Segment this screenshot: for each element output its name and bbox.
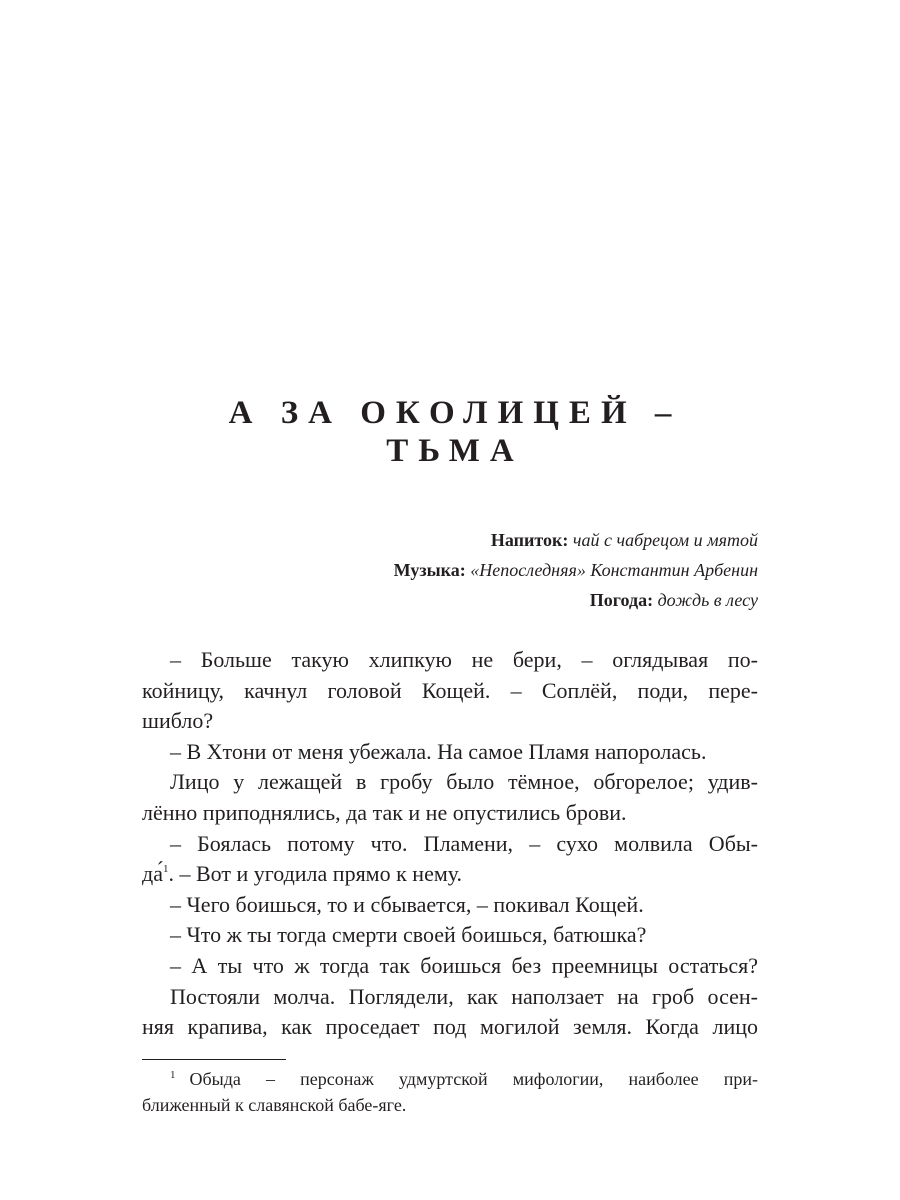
paragraph xyxy=(142,951,758,982)
epigraph-value: «Непоследняя» Константин Арбенин xyxy=(470,560,758,580)
text-line: лённо приподнялись, да так и не опустились брови. xyxy=(142,799,627,825)
chapter-title-line-1: А ЗА ОКОЛИЦЕЙ – xyxy=(228,395,682,431)
epigraph xyxy=(394,525,758,615)
epigraph-label: Погода: xyxy=(589,590,654,610)
text-line: – Больше такую хлипкую не бери, – оглядывая по- xyxy=(170,647,758,672)
text-line: шибло? xyxy=(142,708,214,734)
footnote-divider xyxy=(142,1059,286,1060)
footnote-line: ближенный к славянской бабе-яге. xyxy=(142,1095,407,1115)
epigraph-value: дождь в лесу xyxy=(657,590,758,610)
text-line: – А ты что ж тогда так боишься без преемницы остаться? xyxy=(170,952,758,978)
chapter-title xyxy=(0,394,900,470)
footnote-reference[interactable]: 1 xyxy=(162,863,169,876)
text-fragment: . – Вот и угодила прямо к нему. xyxy=(168,861,463,887)
paragraph xyxy=(142,737,758,768)
paragraph xyxy=(142,829,758,890)
body-text xyxy=(142,645,758,1043)
footnote-line xyxy=(142,1066,758,1092)
paragraph xyxy=(142,767,758,828)
text-fragment: да́ xyxy=(142,861,163,887)
paragraph xyxy=(142,982,758,1043)
epigraph-music xyxy=(394,555,758,585)
epigraph-drink xyxy=(394,525,758,555)
footnote-text: Обыда – персонаж удмуртской мифологии, наиболее при- xyxy=(189,1069,758,1089)
paragraph xyxy=(142,920,758,951)
epigraph-label: Напиток: xyxy=(490,530,569,550)
epigraph-label: Музыка: xyxy=(393,560,466,580)
text-line: Лицо у лежащей в гробу было тёмное, обгорелое; удив- xyxy=(170,769,758,795)
text-line: – Чего боишься, то и сбывается, – покивал Кощей. xyxy=(170,891,644,917)
text-line: – Что ж ты тогда смерти своей боишься, батюшка? xyxy=(170,922,647,948)
text-line: – Боялась потому что. Пламени, – сухо молвила Обы- xyxy=(170,830,758,856)
text-line: няя крапива, как проседает под могилой земля. Когда лицо xyxy=(142,1014,758,1040)
text-line xyxy=(142,859,758,890)
footnote xyxy=(142,1066,758,1118)
chapter-title-line-2: ТЬМА xyxy=(386,433,524,469)
text-line: койницу, качнул головой Кощей. – Соплёй, поди, пере- xyxy=(142,677,758,703)
text-line: – В Хтони от меня убежала. На самое Пламя напоролась. xyxy=(170,738,707,764)
epigraph-weather xyxy=(394,585,758,615)
footnote-number: 1 xyxy=(170,1069,176,1081)
epigraph-value: чай с чабрецом и мятой xyxy=(572,530,758,550)
paragraph xyxy=(142,645,758,737)
text-line: Постояли молча. Поглядели, как наползает на гроб осен- xyxy=(170,983,758,1009)
paragraph xyxy=(142,890,758,921)
